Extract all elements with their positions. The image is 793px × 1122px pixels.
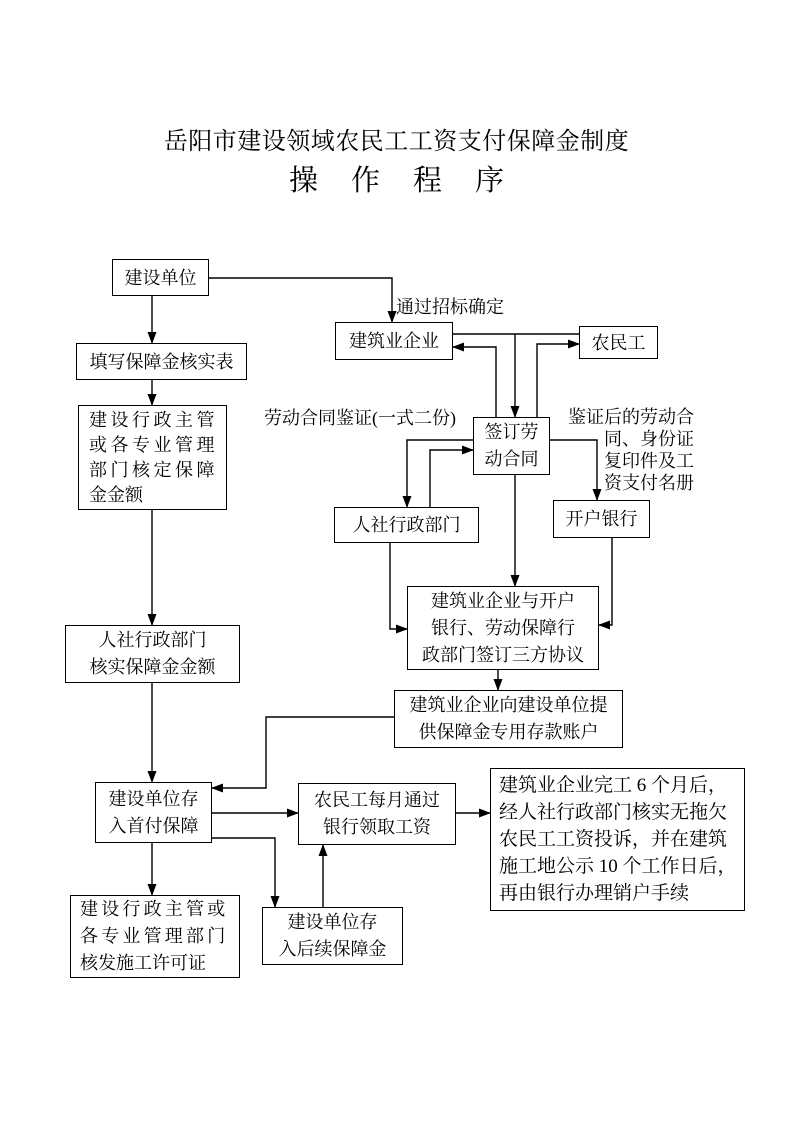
node-label: 填写保障金核实表: [89, 351, 234, 372]
node-hr-admin-department: [334, 507, 479, 543]
node-label: 建设单位: [124, 267, 197, 288]
node-line: 农民工每月通过: [314, 790, 440, 810]
node-sign-labor-contract: [473, 417, 550, 475]
node-workers-monthly-wages-via-bank: [298, 783, 456, 845]
node-authority-approve-guarantee-amount: [78, 405, 227, 510]
node-provide-special-deposit-account: [394, 690, 623, 748]
arrow-rsbm-to-sfxy: [390, 543, 407, 629]
node-tripartite-agreement: [407, 586, 599, 670]
node-line: 建设单位存: [287, 912, 378, 932]
node-label: 人社行政部门: [352, 515, 461, 535]
label-line: 同、身份证: [604, 429, 694, 449]
node-line: 政部门签订三方协议: [422, 644, 584, 665]
node-line: 部门核定保障: [89, 459, 218, 480]
node-line: 建筑业企业与开户: [431, 590, 575, 611]
node-deposit-subsequent-guarantee: [262, 907, 403, 965]
node-line: 各专业管理部门: [80, 926, 229, 946]
node-line: 签订劳: [484, 422, 539, 442]
arrow-jsdw-to-jzqy: [209, 278, 392, 322]
node-construction-enterprise: [335, 322, 453, 360]
label-attested-documents: [558, 406, 694, 494]
node-line: 供保障金专用存款账户: [418, 722, 599, 742]
node-line: 建设行政主管或: [80, 899, 229, 919]
node-line: 银行领取工资: [323, 817, 431, 837]
node-line: 再由银行办理销户手续: [499, 883, 690, 904]
node-line: 建设单位存: [108, 788, 199, 809]
node-line: 金金额: [89, 484, 143, 505]
arrow-khyh-to-sfxy: [599, 538, 612, 625]
node-label: 建筑业企业: [349, 331, 439, 351]
label-line: 复印件及工: [604, 451, 694, 471]
node-line: 建设行政主管: [89, 409, 218, 430]
node-line: 核发施工许可证: [80, 953, 206, 973]
arrow-qdht-to-jzqy: [453, 347, 496, 417]
label-line: 鉴证后的劳动合: [568, 407, 694, 427]
node-construction-unit: [112, 259, 209, 296]
arrow-rsbm-to-qdht: [430, 450, 473, 507]
node-line: 入后续保障金: [278, 939, 387, 959]
node-account-bank: [553, 500, 650, 538]
page-title: 岳阳市建设领域农民工工资支付保障金制度: [163, 129, 630, 155]
node-line: 动合同: [484, 449, 539, 469]
node-migrant-workers: [579, 326, 658, 359]
label-line: 资支付名册: [604, 473, 694, 493]
node-label: 农民工: [591, 332, 646, 353]
node-line: 人社行政部门: [98, 630, 207, 650]
node-line: 银行、劳动保障行: [431, 617, 575, 638]
node-hr-verify-guarantee-amount: [65, 625, 240, 683]
page-subtitle: 操作程序: [288, 165, 537, 197]
label-contract-attestation-duplicate: 劳动合同鉴证(一式二份): [264, 408, 456, 428]
node-completion-account-closure: [490, 768, 745, 911]
node-line: 施工地公示 10 个工作日后，: [499, 856, 737, 877]
node-label: 开户银行: [565, 509, 638, 529]
node-fill-guarantee-verify-form: [76, 343, 247, 380]
node-deposit-first-guarantee: [95, 782, 212, 843]
node-line: 经人社行政部门核实无拖欠: [499, 802, 728, 823]
node-line: 或各专业管理: [89, 434, 218, 455]
label-determined-by-bidding: 通过招标确定: [396, 297, 504, 317]
arrow-ckzh-to-sfbz: [212, 717, 394, 788]
node-line: 核实保障金金额: [89, 657, 216, 677]
node-line: 入首付保障: [108, 815, 199, 836]
node-line: 农民工工资投诉，并在建筑: [499, 829, 728, 850]
node-line: 建筑业企业向建设单位提: [409, 695, 608, 715]
node-line: 建筑业企业完工 6 个月后，: [499, 775, 728, 796]
node-issue-construction-permit: [70, 895, 240, 978]
